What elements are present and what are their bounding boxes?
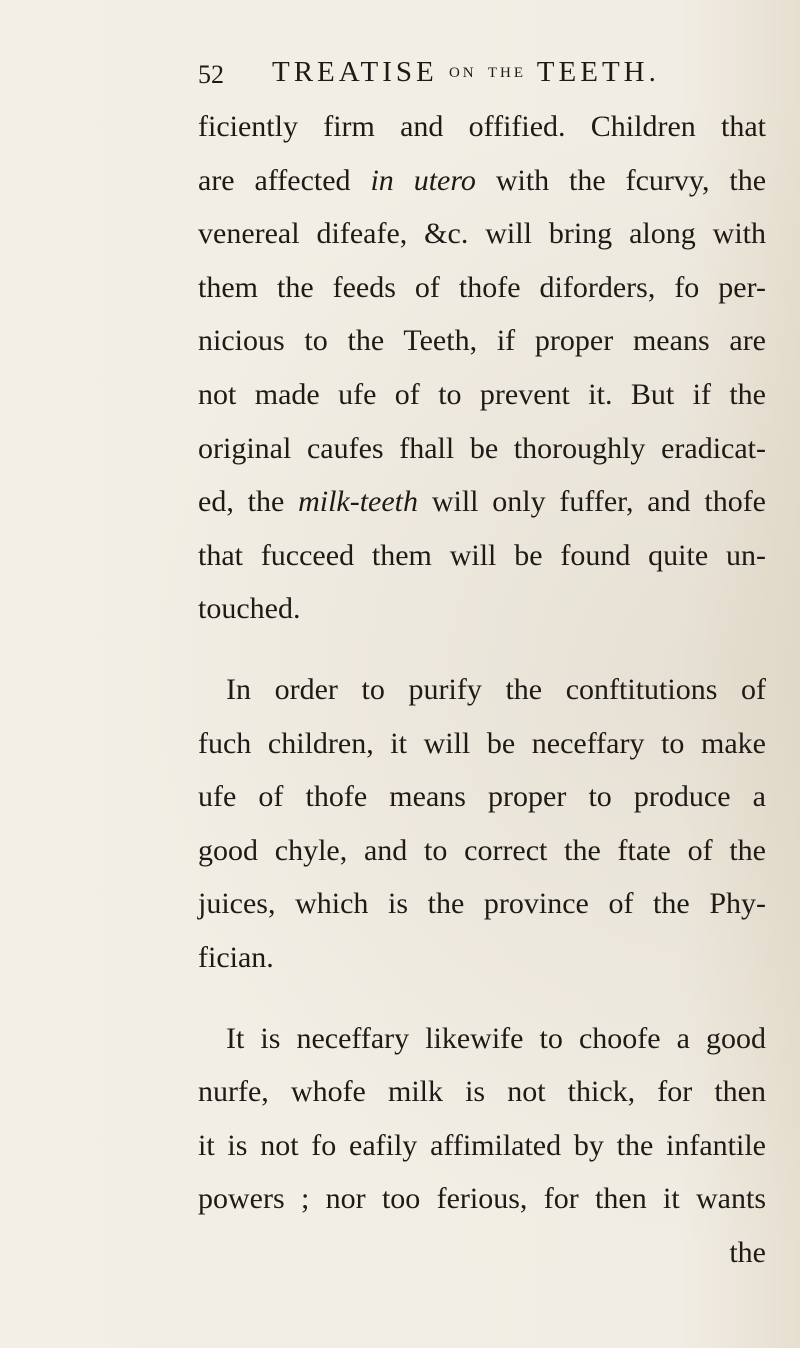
text-line: touched. bbox=[198, 592, 301, 626]
running-header bbox=[198, 56, 758, 96]
text-line: it is not fo eafily affimilated by the infantile bbox=[198, 1128, 766, 1162]
text-line: nicious to the Teeth, if proper means are bbox=[198, 324, 766, 358]
text-line: ed, the milk-teeth will only fuffer, and thofe bbox=[198, 485, 766, 519]
catchword: the bbox=[729, 1235, 766, 1269]
text-line: fician. bbox=[198, 940, 274, 974]
text-line: good chyle, and to correct the ftate of the bbox=[198, 833, 766, 867]
text-line: It is neceffary likewife to choofe a good bbox=[226, 1021, 766, 1055]
italic-phrase: in utero bbox=[370, 163, 476, 197]
body-text bbox=[198, 100, 766, 1279]
text-line: them the feeds of thofe diforders, fo per- bbox=[198, 270, 766, 304]
text-line: venereal difeafe, &c. will bring along with bbox=[198, 217, 766, 251]
page-number: 52 bbox=[198, 60, 224, 89]
text-line: are affected in utero with the fcurvy, the bbox=[198, 163, 767, 197]
text-line: nurfe, whofe milk is not thick, for then bbox=[198, 1075, 766, 1109]
paragraph-gap bbox=[198, 636, 766, 663]
text-line: not made ufe of to prevent it. But if the bbox=[198, 377, 766, 411]
text-line: that fucceed them will be found quite un- bbox=[198, 538, 766, 572]
text-line: original caufes fhall be thoroughly eradicat- bbox=[198, 431, 766, 465]
text-line: In order to purify the conftitutions of bbox=[226, 672, 766, 706]
paragraph-gap bbox=[198, 985, 766, 1012]
text-line: ficiently firm and offified. Children that bbox=[198, 110, 766, 143]
italic-phrase: milk-teeth bbox=[298, 485, 419, 519]
text-line: powers ; nor too ferious, for then it wants bbox=[198, 1182, 766, 1216]
text-line: juices, which is the province of the Phy- bbox=[198, 887, 766, 921]
text-line: ufe of thofe means proper to produce a bbox=[198, 780, 766, 814]
text-line: fuch children, it will be neceffary to make bbox=[198, 726, 766, 760]
running-title: TREATISE ON THE TEETH. bbox=[272, 56, 660, 88]
